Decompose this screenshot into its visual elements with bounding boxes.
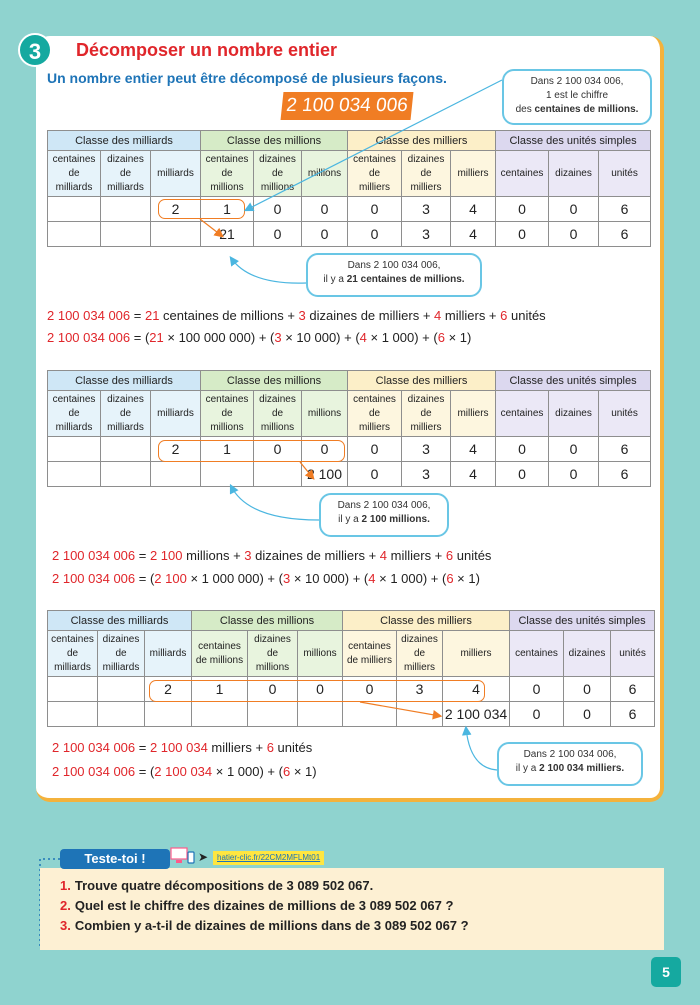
eq-value: 4 [368, 571, 376, 586]
col-header-line: de [221, 407, 233, 419]
eq-number: 2 100 034 006 [47, 308, 131, 323]
callout-bold-text: 2 100 millions. [361, 514, 430, 525]
table-cell: 6 [599, 222, 651, 247]
col-header-line: millions [260, 181, 295, 193]
col-header-line: millions [260, 421, 295, 433]
eq-number: 2 100 034 006 [52, 548, 136, 563]
col-header: centaines [496, 151, 549, 197]
col-header: dizaines [564, 631, 611, 677]
col-header-word: de [346, 654, 359, 666]
col-header: centaines [496, 391, 549, 437]
arrow-orange-2 [300, 462, 313, 478]
pointer-icon: ➤ [198, 850, 209, 864]
eq-value: 6 [445, 548, 454, 563]
table-cell: 6 [599, 437, 651, 462]
eq-value: 6 [500, 308, 508, 323]
eq-value: 6 [437, 330, 445, 345]
eq-text: × 1 000 000) + ( [186, 571, 283, 586]
callout-text: il y a [515, 763, 540, 774]
arrow-orange-1 [200, 219, 222, 236]
eq-text: unités [273, 740, 313, 755]
col-header-line: centaines [348, 640, 391, 652]
table-cell: 2 [145, 677, 192, 702]
table-cell: 0 [302, 437, 348, 462]
arrow-orange-3 [360, 702, 440, 716]
col-header-line: de [119, 167, 132, 179]
table-cell: 0 [248, 677, 298, 702]
col-header-line: de [68, 407, 80, 419]
col-header: unités [599, 151, 651, 197]
eq-number: 2 100 034 006 [52, 571, 136, 586]
eq-value: 3 [244, 548, 252, 563]
table-cell: 0 [564, 702, 611, 727]
col-header-line: dizaines [254, 633, 291, 645]
table-cell: 0 [549, 437, 599, 462]
col-header-line: centaines [52, 153, 96, 165]
eq-value: 2 100 034 [154, 764, 213, 779]
table-cell: 0 [510, 702, 564, 727]
eq-value: 3 [298, 308, 306, 323]
col-header-line: de [68, 167, 80, 179]
col-header-line: dizaines [107, 393, 144, 405]
eq-number: 2 100 034 006 [52, 740, 136, 755]
table-cell: 3 [402, 222, 451, 247]
col-header: milliards [151, 151, 201, 197]
question-2 [60, 898, 453, 913]
table-cell: 0 [549, 462, 599, 487]
col-header-line: milliards [107, 181, 144, 193]
eq-text: × 1) [453, 571, 480, 586]
eq-value: 21 [144, 308, 160, 323]
eq-text: milliers + [441, 308, 501, 323]
class-header-unites: Classe des unités simples [510, 611, 655, 631]
table-cell: 4 [443, 677, 510, 702]
eq-text: milliers + [387, 548, 446, 563]
class-header-milliards: Classe des milliards [48, 131, 201, 151]
teste-toi-label: Teste-toi ! [60, 849, 170, 869]
table-cell: 0 [496, 462, 549, 487]
table-cell: 3 [402, 462, 451, 487]
col-header-line: de [115, 647, 127, 659]
callout-bold-text: centaines de millions. [534, 104, 639, 115]
col-header-word: milliers [360, 654, 392, 666]
table-cell: 3 [402, 197, 451, 222]
question-number: 2. [60, 898, 71, 913]
col-header-line: de [413, 647, 426, 659]
eq-number: 2 100 034 006 [52, 764, 136, 779]
callout-line: Dans 2 100 034 006, [337, 500, 431, 511]
table-cell: 0 [348, 462, 402, 487]
eq-value: 4 [379, 548, 388, 563]
col-header-line: milliards [55, 181, 93, 193]
col-header: millions [302, 391, 348, 437]
eq-text: × 1 000) + ( [375, 571, 447, 586]
eq-text: × 1 000) + ( [366, 330, 438, 345]
col-header: milliards [145, 631, 192, 677]
col-header: milliers [451, 151, 496, 197]
eq-text: × 1) [290, 764, 317, 779]
eq-text: = ( [135, 764, 155, 779]
col-header-line: de [221, 167, 233, 179]
table-cell: 3 [397, 677, 443, 702]
arrow-bubble4-to-cell [466, 728, 497, 770]
class-header-millions: Classe des millions [201, 131, 348, 151]
table-cell: 2 [151, 197, 201, 222]
class-header-milliards: Classe des milliards [48, 611, 192, 631]
col-header: centaines [510, 631, 564, 677]
eq-value: 2 100 [154, 571, 187, 586]
eq-value: 2 100 034 [149, 740, 208, 755]
callout-bold-text: 2 100 034 milliers. [539, 763, 625, 774]
table-cell: 4 [451, 222, 496, 247]
question-number: 3. [60, 918, 71, 933]
col-header: milliers [451, 391, 496, 437]
number-tag: 2 100 034 006 [281, 92, 414, 120]
col-header-line: de [271, 407, 284, 419]
col-header-line: dizaines [107, 153, 144, 165]
eq-value: 4 [359, 330, 367, 345]
col-header-line: millions [255, 661, 290, 673]
table-cell: 0 [348, 222, 402, 247]
callout-line: Dans 2 100 034 006, [530, 76, 624, 87]
table-cell: 2 100 034 [443, 702, 510, 727]
question-text: Trouve quatre décompositions de 3 089 502 067. [74, 878, 374, 893]
question-number: 1. [60, 878, 71, 893]
col-header: unités [599, 391, 651, 437]
table-cell: 0 [254, 437, 302, 462]
col-header-line: milliers [410, 421, 442, 433]
col-header-line: centaines [52, 393, 96, 405]
question-1 [60, 878, 373, 893]
col-header-line: dizaines [407, 393, 445, 405]
arrow-bubble1-to-digit [246, 80, 502, 210]
col-header-line: millions [210, 421, 244, 433]
intro-text: Un nombre entier peut être décomposé de plusieurs façons. [47, 70, 447, 86]
table-cell: 0 [564, 677, 611, 702]
col-header-line: milliards [102, 661, 140, 673]
class-header-unites: Classe des unités simples [496, 371, 651, 391]
eq-value: 3 [274, 330, 282, 345]
eq-text: = ( [135, 571, 155, 586]
col-header: dizaines [549, 151, 599, 197]
col-header-line: de [420, 167, 432, 179]
eq-text: dizaines de milliers + [251, 548, 380, 563]
col-header-line: centaines [353, 393, 396, 405]
eq-value: 6 [282, 764, 291, 779]
col-header-line: centaines [205, 393, 249, 405]
table-cell: 3 [402, 437, 451, 462]
table-cell: 0 [348, 437, 402, 462]
col-header-line: dizaines [401, 633, 438, 645]
col-header-line: milliers [358, 421, 391, 433]
eq-text: = [135, 548, 150, 563]
col-header-line: dizaines [259, 393, 296, 405]
eq-text: = ( [130, 330, 150, 345]
class-header-unites: Classe des unités simples [496, 131, 651, 151]
eq-text: milliers + [207, 740, 267, 755]
table-cell: 1 [201, 437, 254, 462]
arrow-bubble3-to-cell [231, 486, 319, 520]
hatier-link[interactable]: hatier-clic.fr/22CM2MFLMt01 [213, 851, 324, 865]
eq-text: unités [507, 308, 546, 323]
eq-value: 6 [266, 740, 274, 755]
col-header: milliards [151, 391, 201, 437]
eq-value: 6 [446, 571, 454, 586]
callout-line: Dans 2 100 034 006, [347, 260, 441, 271]
table-cell: 4 [451, 437, 496, 462]
col-header-line: de [119, 407, 132, 419]
question-text: Combien y a-t-il de dizaines de millions dans de 3 089 502 067 ? [74, 918, 469, 933]
eq-value: 3 [282, 571, 291, 586]
callout-text: il y a [338, 514, 362, 525]
eq-text: dizaines de milliers + [305, 308, 435, 323]
table-cell: 6 [599, 197, 651, 222]
table-cell: 0 [496, 197, 549, 222]
table-cell: 1 [192, 677, 248, 702]
section-number-badge: 3 [18, 33, 52, 67]
eq-text: centaines de millions + [159, 308, 299, 323]
table-cell: 0 [298, 677, 343, 702]
table-cell: 1 [201, 197, 254, 222]
eq-text: × 1 000) + ( [212, 764, 283, 779]
table-cell: 2 100 [302, 462, 348, 487]
col-header-line: de [266, 647, 279, 659]
table-cell: 0 [254, 222, 302, 247]
col-header-line: de millions [195, 654, 244, 666]
callout-text: il y a [323, 274, 347, 285]
eq-number: 2 100 034 006 [47, 330, 131, 345]
col-header-line: de [368, 407, 381, 419]
table-cell: 0 [302, 197, 348, 222]
col-header-line: de [368, 167, 381, 179]
eq-text: = [130, 308, 145, 323]
table-cell: 0 [496, 222, 549, 247]
col-header-line: centaines [51, 633, 94, 645]
arrow-bubble2-to-cell [231, 258, 306, 283]
col-header-line: milliers [403, 661, 436, 673]
table-cell: 0 [348, 197, 402, 222]
class-header-milliers: Classe des milliers [348, 131, 496, 151]
col-header: millions [298, 631, 343, 677]
callout-text: des [515, 104, 535, 115]
table-cell: 0 [254, 197, 302, 222]
page-number: 5 [651, 957, 681, 987]
col-header: milliers [443, 631, 510, 677]
eq-text: millions + [182, 548, 245, 563]
class-header-millions: Classe des millions [192, 611, 343, 631]
callout-bold-text: 21 centaines de millions. [346, 274, 465, 285]
eq-value: 4 [434, 308, 442, 323]
table-cell: 6 [611, 702, 655, 727]
table-cell: 21 [201, 222, 254, 247]
table-cell: 2 [151, 437, 201, 462]
table-cell: 6 [599, 462, 651, 487]
class-header-milliers: Classe des milliers [348, 371, 496, 391]
computer-icon[interactable] [170, 846, 196, 866]
question-text: Quel est le chiffre des dizaines de millions de 3 089 502 067 ? [74, 898, 454, 913]
col-header-line: milliards [55, 421, 93, 433]
eq-value: 21 [149, 330, 164, 345]
col-header-line: milliers [358, 181, 391, 193]
class-header-milliers: Classe des milliers [343, 611, 510, 631]
col-header: dizaines [549, 391, 599, 437]
eq-text: = [135, 740, 150, 755]
eq-text: × 10 000) + ( [281, 330, 360, 345]
col-header-line: centaines [205, 153, 249, 165]
eq-text: × 100 000 000) + ( [163, 330, 275, 345]
col-header-line: centaines [198, 640, 241, 652]
table-cell: 0 [496, 437, 549, 462]
section-title: Décomposer un nombre entier [76, 40, 338, 60]
table-cell: 0 [510, 677, 564, 702]
col-header-line: milliards [54, 661, 91, 673]
eq-text: × 1) [444, 330, 472, 345]
question-3 [60, 918, 469, 933]
eq-text: × 10 000) + ( [290, 571, 369, 586]
eq-value: 2 100 [149, 548, 183, 563]
eq-text: unités [453, 548, 492, 563]
table-cell: 0 [549, 197, 599, 222]
col-header-line: dizaines [102, 633, 140, 645]
col-header-line: millions [210, 181, 244, 193]
table-cell: 0 [549, 222, 599, 247]
table-cell: 4 [451, 462, 496, 487]
table-cell: 4 [451, 197, 496, 222]
callout-line: 1 est le chiffre [545, 90, 609, 101]
col-header: unités [611, 631, 655, 677]
col-header-line: dizaines [407, 153, 445, 165]
col-header-line: centaines [353, 153, 396, 165]
class-header-millions: Classe des millions [201, 371, 348, 391]
class-header-milliards: Classe des milliards [48, 371, 201, 391]
col-header-line: milliers [410, 181, 442, 193]
table-cell: 0 [302, 222, 348, 247]
table-cell: 0 [343, 677, 397, 702]
col-header-line: dizaines [259, 153, 296, 165]
table-cell: 6 [611, 677, 655, 702]
col-header: millions [302, 151, 348, 197]
col-header-line: de [420, 407, 432, 419]
col-header-line: de [66, 647, 79, 659]
col-header-line: milliards [107, 421, 144, 433]
col-header-line: de [271, 167, 284, 179]
callout-line: Dans 2 100 034 006, [523, 749, 617, 760]
